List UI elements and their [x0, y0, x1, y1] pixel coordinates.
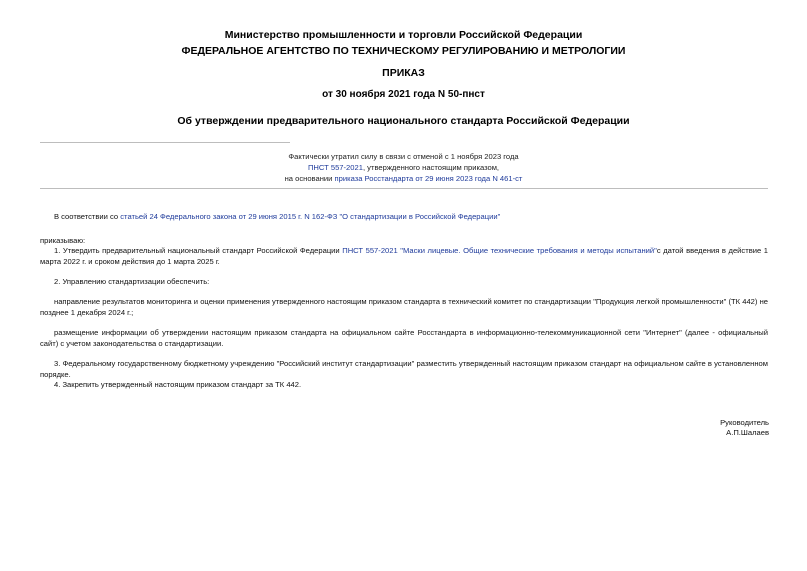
- paragraph-item3: 3. Федеральному государственному бюджетному учреждению "Российский институт стандартизации" разместить утвержденный настоящим приказом стандарт на официальном сайте в установленном порядке.: [40, 359, 768, 379]
- paragraph-item2b: размещение информации об утверждении настоящим приказом стандарта на официальном сайте Росстандарта в информационно-телекоммуникационной сети "Интернет" (далее - официальный сайт) с учетом законодательства о стандартизации.: [40, 328, 768, 348]
- doc-type-heading: ПРИКАЗ: [382, 67, 425, 79]
- divider-bottom: [40, 188, 768, 189]
- item1-prefix: 1. Утвердить предварительный национальный стандарт Российской Федерации: [54, 246, 343, 255]
- paragraph-item4: 4. Закрепить утвержденный настоящим приказом стандарт за ТК 442.: [54, 380, 302, 389]
- status-note-line2: [0, 163, 807, 172]
- signature-name: А.П.Шалаев: [726, 428, 769, 437]
- basis-prefix: В соответствии со: [54, 212, 121, 221]
- status-note-prefix: на основании: [284, 174, 335, 183]
- status-note-text: Фактически утратил силу в связи с отменой с 1 ноября 2023 года: [288, 152, 519, 161]
- ministry-heading: Министерство промышленности и торговли Российской Федерации: [224, 29, 583, 41]
- status-note-line3: [0, 174, 807, 183]
- divider-top: [40, 142, 290, 143]
- law-link[interactable]: статьей 24 Федерального закона от 29 июня 2015 г. N 162-ФЗ "О стандартизации в Российской Федерации": [120, 212, 501, 221]
- document-title: Об утверждении предварительного национального стандарта Российской Федерации: [177, 115, 630, 127]
- status-note-text-2: , утвержденного настоящим приказом,: [362, 163, 500, 172]
- paragraph-item2a: направление результатов мониторинга и оценки применения утвержденного настоящим приказом стандарта в технический комитет по стандартизации "Продукция легкой промышленности" (ТК 442) не позднее 1 декабря 2024 г.;: [40, 297, 768, 317]
- order-link[interactable]: приказа Росстандарта от 29 июня 2023 года N 461-ст: [334, 174, 523, 183]
- signature-position: Руководитель: [720, 418, 769, 427]
- paragraph-order: приказываю:: [40, 236, 86, 245]
- date-number-heading: от 30 ноября 2021 года N 50-пнст: [322, 89, 485, 100]
- status-note-line1: [0, 152, 807, 161]
- paragraph-item1: [40, 245, 768, 267]
- paragraph-item2: 2. Управлению стандартизации обеспечить:: [54, 277, 210, 286]
- paragraph-basis: [40, 211, 768, 222]
- item1-rest: с датой введения в действие 1 марта 2022 г. и сроком действия до 1 марта 2025 г.: [40, 246, 768, 266]
- agency-heading: ФЕДЕРАЛЬНОЕ АГЕНТСТВО ПО ТЕХНИЧЕСКОМУ РЕГУЛИРОВАНИЮ И МЕТРОЛОГИИ: [181, 45, 626, 57]
- standard-title-link[interactable]: ПНСТ 557-2021 "Маски лицевые. Общие технические требования и методы испытаний": [342, 246, 657, 255]
- standard-link[interactable]: ПНСТ 557-2021: [307, 163, 363, 172]
